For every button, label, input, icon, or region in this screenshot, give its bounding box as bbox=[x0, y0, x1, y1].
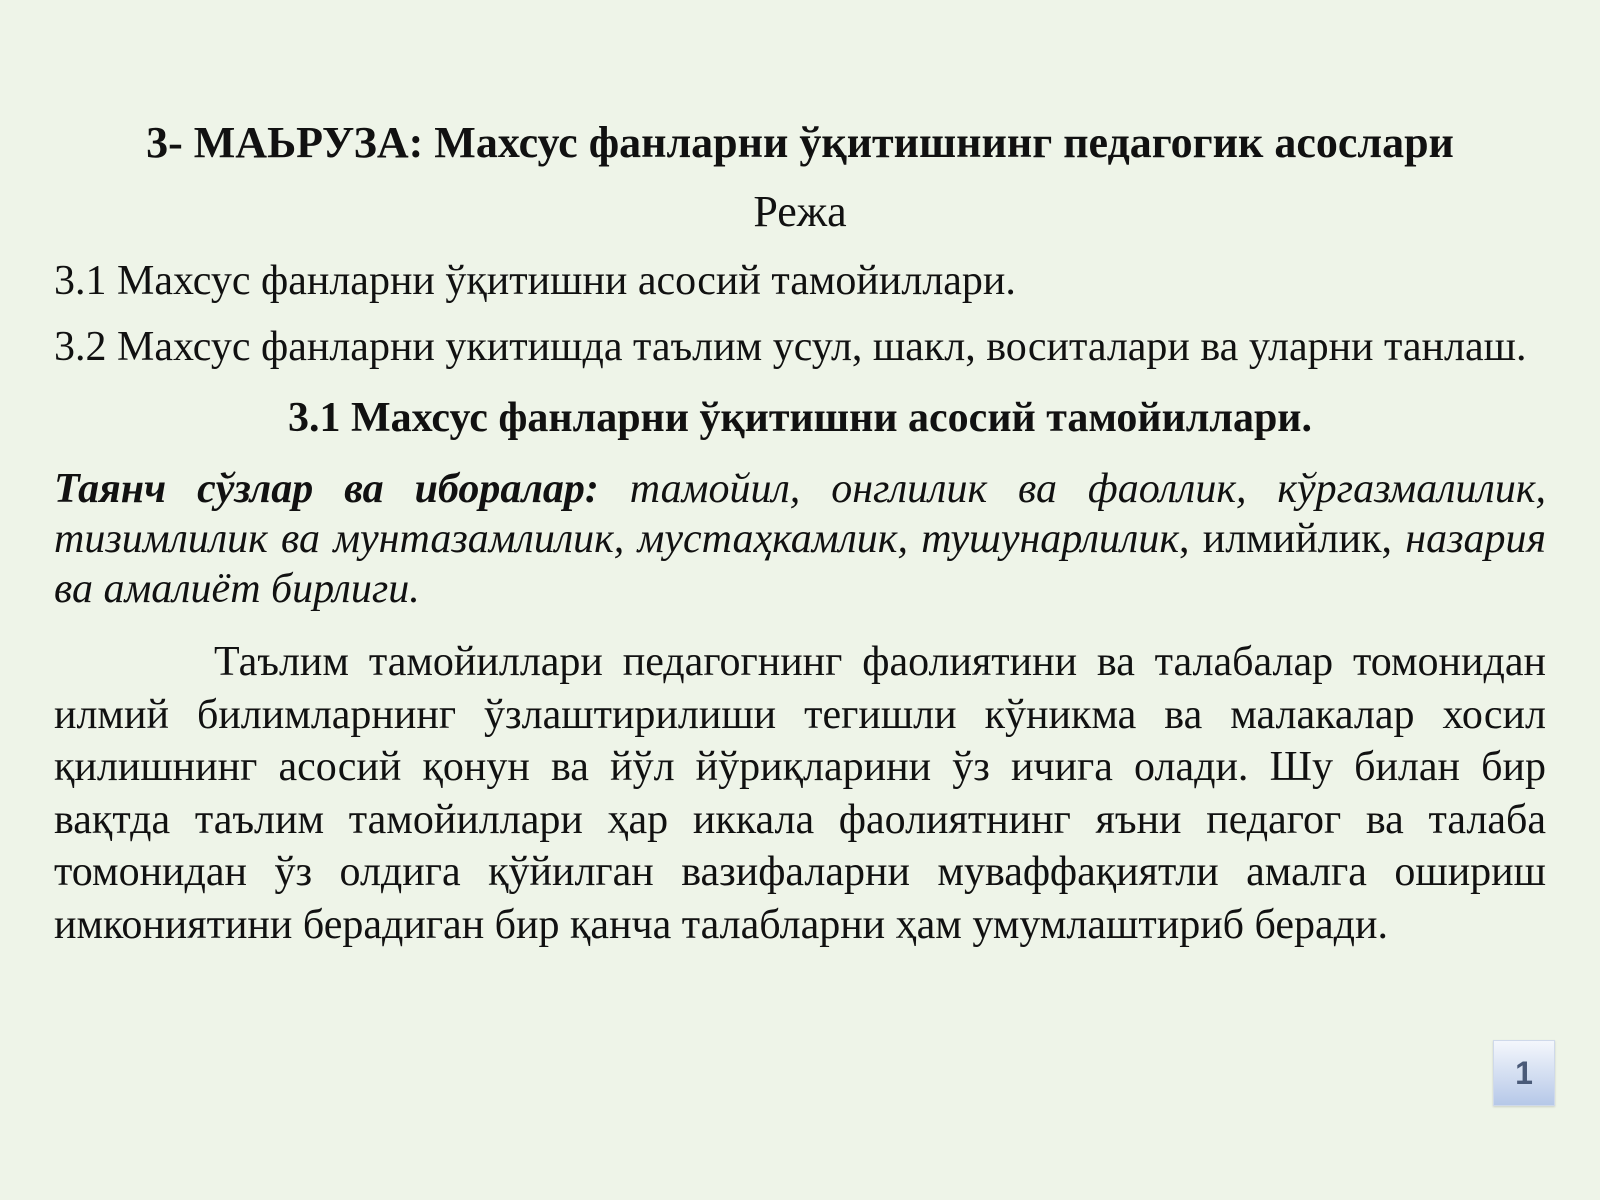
plan-item: 3.1 Махсус фанларни ўқитишни асосий тамойиллари. bbox=[54, 258, 1016, 304]
body-paragraph: Таълим тамойиллари педагогнинг фаолиятини ва талабалар томонидан илмий билимларнинг ўзлаштирилиши тегишли кўникма ва малакалар хосил қилишнинг асосий қонун ва йўл йўриқларини ўз ичига олади. Шу билан бир вақтда таълим тамойиллари ҳар иккала фаолиятнинг яъни педагог ва талаба томонидан ўз олдига қўйилган вазифаларни муваффақиятли амалга ошириш имкониятини берадиган бир қанча талабларни ҳам умумлаштириб беради. bbox=[54, 639, 1546, 948]
page-number-badge: 1 bbox=[1493, 1040, 1555, 1106]
keywords-list-regular: , илмийлик, bbox=[1178, 516, 1406, 562]
plan-item: 3.2 Махсус фанларни укитишда таълим усул, шакл, воситалари ва уларни танлаш. bbox=[54, 324, 1527, 370]
section-heading: 3.1 Махсус фанларни ўқитишни асосий тамойиллари. bbox=[288, 395, 1312, 441]
plan-heading: Режа bbox=[753, 187, 847, 236]
slide-content bbox=[54, 112, 1546, 951]
keywords-list-italic: тамойил, онглилик ва фаоллик, кўргазмалилик, тизимлилик ва мунтазамлилик, мустаҳкамлик, тушунарлилик bbox=[54, 466, 1546, 562]
lecture-title: 3- МАЬРУЗА: Махсус фанларни ўқитишнинг педагогик асослари bbox=[146, 118, 1454, 167]
keywords-paragraph bbox=[54, 464, 1546, 614]
keywords-list-italic-end: назария ва амалиёт бирлиги. bbox=[54, 516, 1547, 612]
keywords-label: Таянч сўзлар ва иборалар: bbox=[54, 466, 599, 512]
